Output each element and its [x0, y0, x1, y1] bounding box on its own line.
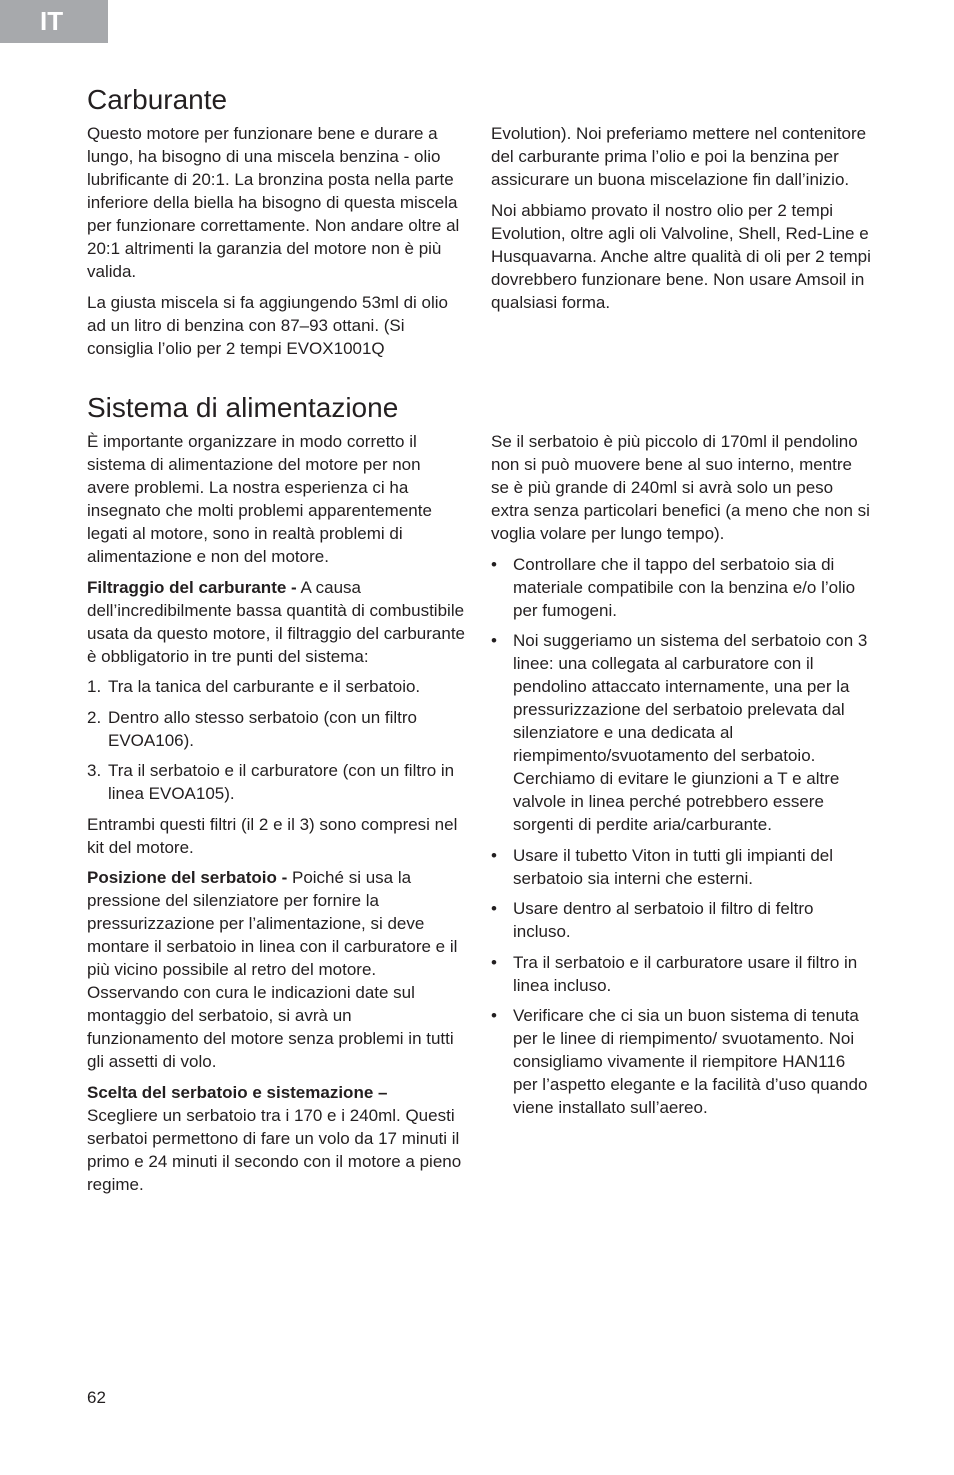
bullet-icon: • [491, 631, 497, 650]
page-number: 62 [87, 1388, 106, 1407]
list-text: Verificare che ci sia un buon sistema di tenuta per le linee di riempimento/ svuotamento. Noi consigliamo vivamente il riempitore HAN116 per l’aspetto elegante e la facilità d’uso quando viene installato sull’aereo. [513, 1006, 868, 1117]
tips-list [491, 553, 871, 1120]
carburante-right-column [491, 122, 871, 321]
list-number: 3. [87, 761, 102, 780]
list-text: Tra il serbatoio e il carburatore usare il filtro in linea incluso. [513, 952, 858, 995]
paragraph: È importante organizzare in modo corretto il sistema di alimentazione del motore per non avere problemi. La nostra esperienza ci ha insegnato che molti problemi apparentemente legati al motore, sono in realtà problemi di alimentazione e non del motore. [87, 432, 432, 566]
language-tab: IT [0, 0, 108, 43]
paragraph: Se il serbatoio è più piccolo di 170ml il pendolino non si può muovere bene al suo interno, mentre se è più grande di 240ml si avrà solo un peso extra senza particolari benefici (a meno che non si voglia volare per lungo tempo). [491, 432, 870, 543]
scelta-text: Scegliere un serbatoio tra i 170 e i 240ml. Questi serbatoi permettono di fare un volo da 17 minuti il primo e 24 minuti il secondo con il motore a pieno regime. [87, 1105, 462, 1194]
filtraggio-text: A causa dell’incredibilmente bassa quantità di combustibile usata da questo motore, il filtraggio del carburante è obbligatorio in tre punti del sistema: [87, 577, 466, 666]
list-text: Usare il tubetto Viton in tutti gli impianti del serbatoio sia interni che esterni. [513, 845, 834, 888]
posizione-text: Poiché si usa la pressione del silenziatore per fornire la pressurizzazione per l’alimentazione, si deve montare il serbatoio in linea con il carburatore e il più vicino possibile al retro del motore. Osservando con cura le indicazioni date sul montaggio del serbatoio, si avrà un funzionamento del motore senza problemi in tutti gli assetti di volo. [87, 868, 458, 1071]
paragraph: Evolution). Noi preferiamo mettere nel contenitore del carburante prima l’olio e poi la benzina per assicurare un buona miscelazione fin dall’inizio. [491, 124, 867, 189]
list-item [491, 951, 871, 997]
list-number: 1. [87, 677, 102, 696]
bullet-icon: • [491, 1006, 497, 1025]
bullet-icon: • [491, 554, 497, 574]
list-text: Controllare che il tappo del serbatoio sia di materiale compatibile con la benzina e/o l’olio per fumogeni. [513, 554, 856, 620]
paragraph [87, 576, 467, 668]
list-item [491, 1004, 871, 1119]
section-title-carburante: Carburante [87, 84, 228, 115]
alimentazione-left-column [87, 430, 467, 1203]
list-text: Noi suggeriamo un sistema del serbatoio con 3 linee: una collegata al carburatore con il pendolino attaccato internamente, una per la pressurizzazione del serbatoio prelevata dal silenziatore e una dedicata al riempimento/svuotamento del serbatoio. Cerchiamo di evitare le giunzioni a T e altre valvole in linea perché potrebbero essere sorgenti di perdite aria/carburante. [513, 631, 868, 834]
alimentazione-right-column [491, 430, 871, 1127]
bullet-icon: • [491, 845, 497, 865]
carburante-left-column [87, 122, 467, 367]
paragraph [87, 1081, 467, 1196]
filtraggio-label: Filtraggio del carburante - [87, 577, 297, 597]
bullet-icon: • [491, 952, 497, 972]
list-text: Tra la tanica del carburante e il serbatoio. [108, 677, 421, 696]
list-item [491, 897, 871, 943]
list-item [87, 706, 467, 752]
paragraph [87, 866, 467, 1073]
paragraph: Questo motore per funzionare bene e durare a lungo, ha bisogno di una miscela benzina - olio lubrificante di 20:1. La bronzina posta nella parte inferiore della biella ha bisogno di questa miscela per funzionare correttamente. Non andare oltre al 20:1 altrimenti la garanzia del motore non è più valida. [87, 124, 460, 281]
scelta-label: Scelta del serbatoio e sistemazione – [87, 1082, 388, 1102]
list-text: Tra il serbatoio e il carburatore (con un filtro in linea EVOA105). [108, 761, 455, 803]
paragraph: Noi abbiamo provato il nostro olio per 2 tempi Evolution, oltre agli oli Valvoline, Shell, Red-Line e Husquavarna. Anche altre qualità di oli per 2 tempi dovrebbero funzionare bene. Non usare Amsoil in qualsiasi forma. [491, 200, 871, 312]
list-item [491, 553, 871, 622]
list-text: Dentro allo stesso serbatoio (con un filtro EVOA106). [108, 707, 417, 750]
paragraph: Entrambi questi filtri (il 2 e il 3) sono compresi nel kit del motore. [87, 814, 458, 857]
bullet-icon: • [491, 899, 497, 918]
list-number: 2. [87, 707, 102, 727]
filter-steps-list [87, 675, 467, 805]
posizione-label: Posizione del serbatoio - [87, 868, 288, 887]
paragraph: La giusta miscela si fa aggiungendo 53ml di olio ad un litro di benzina con 87–93 ottani. (Si consiglia l’olio per 2 tempi EVOX1001Q [87, 292, 449, 358]
list-text: Usare dentro al serbatoio il filtro di feltro incluso. [513, 899, 814, 941]
list-item [491, 844, 871, 890]
list-item [491, 629, 871, 836]
section-title-alimentazione: Sistema di alimentazione [87, 392, 399, 423]
list-item [87, 675, 467, 698]
list-item [87, 759, 467, 805]
